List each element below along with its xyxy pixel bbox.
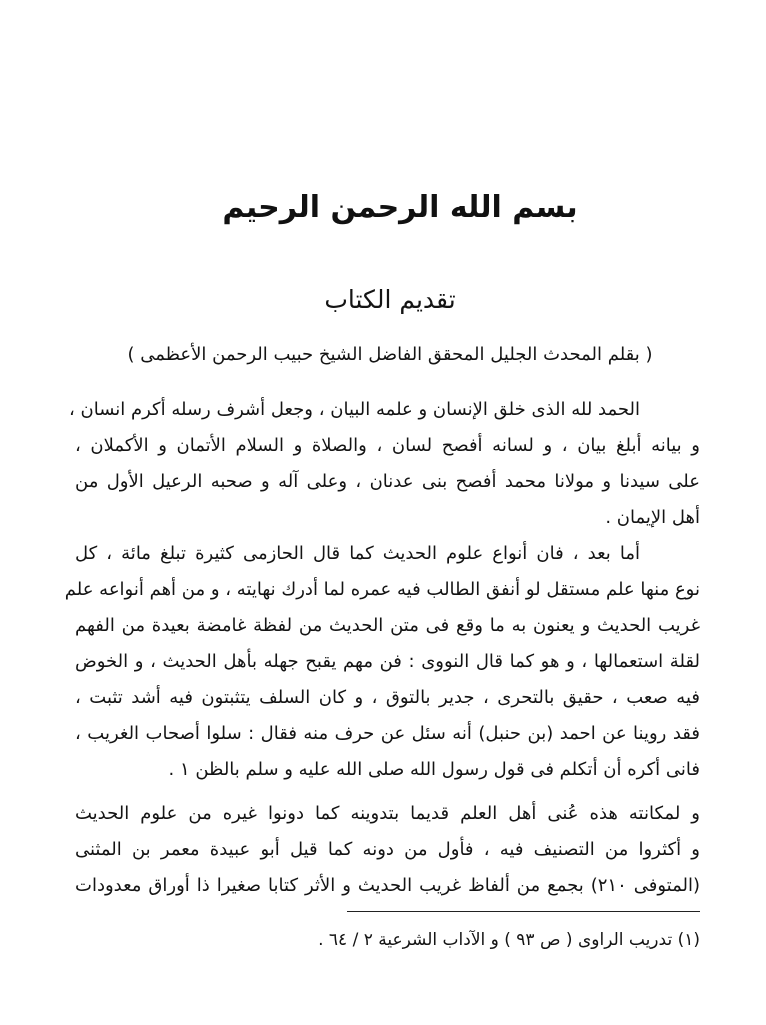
text-line: أهل الإيمان . xyxy=(605,507,700,528)
basmala-calligraphy: بسم الله الرحمن الرحيم xyxy=(222,190,578,225)
paragraph xyxy=(75,796,700,904)
footnote-separator xyxy=(347,911,700,912)
author-subtitle: ( بقلم المحدث الجليل المحقق الفاضل الشيخ حبيب الرحمن الأعظمى ) xyxy=(127,344,653,365)
text-line: نوع منها علم مستقل لو أنفق الطالب فيه عمره لما أدرك نهايته ، و من أهم أنواعه علم xyxy=(64,579,700,600)
text-line: الحمد لله الذى خلق الإنسان و علمه البيان ، وجعل أشرف رسله أكرم انسان ، xyxy=(68,399,640,420)
text-line: فقد روينا عن احمد (بن حنبل) أنه سئل عن حرف منه فقال : سلوا أصحاب الغريب ، xyxy=(75,723,700,744)
paragraph xyxy=(68,392,700,536)
text-line: و لمكانته هذه عُنى أهل العلم قديما بتدوينه كما دونوا غيره من علوم الحديث xyxy=(75,803,700,824)
paragraph xyxy=(64,536,700,788)
text-line: فانى أكره أن أتكلم فى قول رسول الله صلى الله عليه و سلم بالظن ١ . xyxy=(168,759,700,780)
text-line: فيه صعب ، حقيق بالتحرى ، جدير بالتوق ، و كان السلف يتثبتون فيه أشد تثبت ، xyxy=(75,687,700,708)
text-line: و بيانه أبلغ بيان ، و لسانه أفصح لسان ، والصلاة و السلام الأتمان و الأكملان ، xyxy=(75,435,700,456)
text-line: (المتوفى ٢١٠) بجمع من ألفاظ غريب الحديث و الأثر كتابا صغيرا ذا أوراق معدودات xyxy=(75,875,700,896)
text-line: و أكثروا من التصنيف فيه ، فأول من دونه كما قيل أبو عبيدة معمر بن المثنى xyxy=(75,839,700,860)
text-line: لقلة استعمالها ، و هو كما قال النووى : فن مهم يقبح جهله بأهل الحديث ، و الخوض xyxy=(75,651,700,672)
page-title: تقديم الكتاب xyxy=(324,285,456,314)
footnote: (١) تدريب الراوى ( ص ٩٣ ) و الآداب الشرعية ٢ / ٦٤ . xyxy=(318,930,700,950)
body-text xyxy=(64,392,700,904)
text-line: أما بعد ، فان أنواع علوم الحديث كما قال الحازمى كثيرة تبلغ مائة ، كل xyxy=(75,543,640,564)
text-line: غريب الحديث و يعنون به ما وقع فى متن الحديث من لفظة غامضة بعيدة من الفهم xyxy=(75,615,700,636)
text-line: على سيدنا و مولانا محمد أفصح بنى عدنان ، وعلى آله و صحبه الرعيل الأول من xyxy=(75,471,700,492)
